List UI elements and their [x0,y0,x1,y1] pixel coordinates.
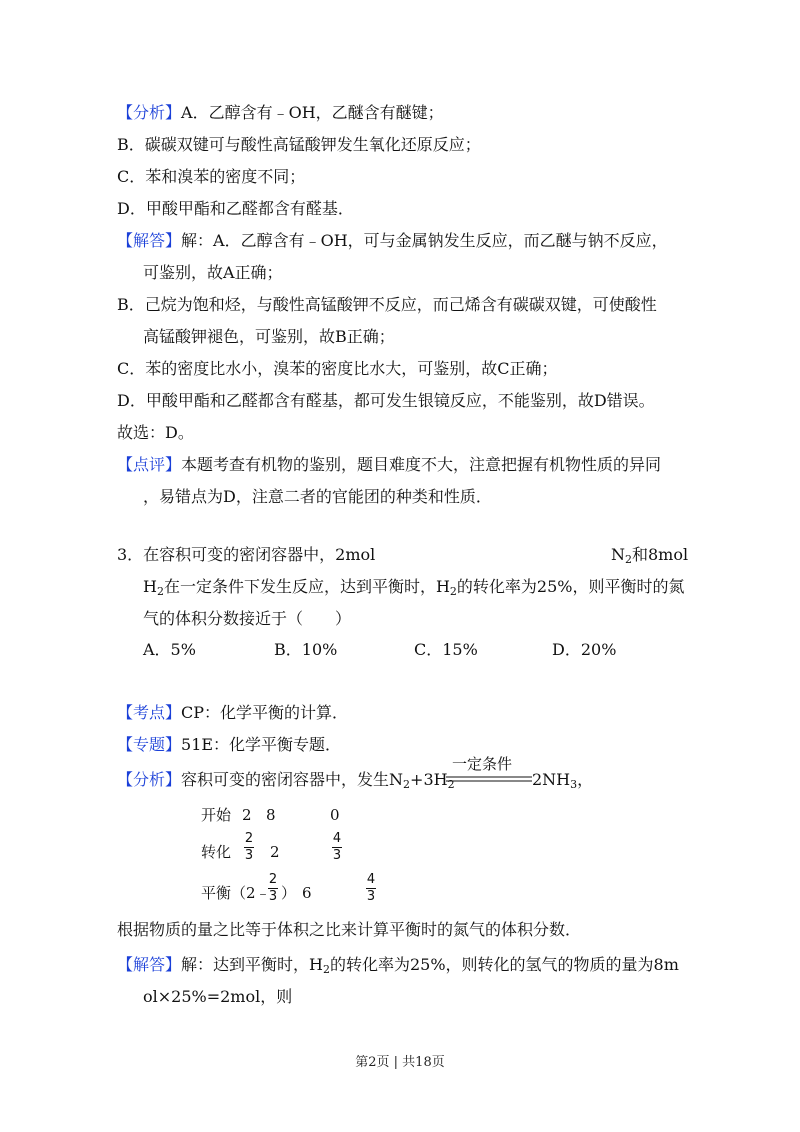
choose-line: 故选：D。 [117,423,194,442]
reaction-condition: 一定条件 [452,755,513,773]
q3-answer-sub: 2 [322,963,330,976]
eq-open: （2﹣ [231,884,271,902]
answer-tag: 【解答】 [117,231,182,250]
n2-subscript: 2 [625,553,632,566]
answer-a-line [117,231,668,251]
q3-stem-line-1: 3．在容积可变的密闭容器中，2mol [117,545,376,564]
frac-den: 3 [332,848,342,863]
nh3-subscript: 3 [570,778,578,791]
q3-stem-line-1-right [611,545,688,565]
answer-b-line: B．己烷为饱和烃，与酸性高锰酸钾不反应，而己烯含有碳碳双键，可使酸性 [117,295,657,314]
comment-line [117,455,661,475]
frac-den: 3 [366,889,376,904]
frac-den: 3 [244,848,254,863]
page-footer: 第2页 | 共18页 [355,1055,445,1070]
option-b: B．10% [274,640,338,659]
analysis-b-line: B．碳碳双键可与酸性高锰酸钾发生氧化还原反应； [117,135,481,154]
change-h2: 2 [270,843,280,861]
frac-num: 2 [244,831,254,846]
frac-num: 2 [268,872,278,887]
n2-tail: 和8mol [632,545,689,564]
point-tag: 【考点】 [117,703,182,722]
start-nh3: 0 [330,806,340,824]
q3-stem-line-3: 气的体积分数接近于（ ） [143,609,352,628]
n2-symbol: N [611,545,625,564]
eq-mid: +3H [410,770,448,789]
q3-analysis-text: 容积可变的密闭容器中，发生N [181,770,404,789]
topic-line [117,735,341,755]
change-nh3-fraction [332,832,342,863]
q3-answer-tail: 的转化率为25%，则转化的氢气的物质的量为8m [329,955,679,974]
answer-a-text: 解：A．乙醇含有﹣OH，可与金属钠发生反应，而乙醚与钠不反应， [181,231,668,250]
answer-a-line-2: 可鉴别，故A正确； [143,263,283,282]
frac-den: 3 [268,889,278,904]
eq-end: ， [577,770,594,789]
q3-stem-line-2 [143,577,685,597]
topic-text: 51E：化学平衡专题． [181,735,342,754]
q3-analysis-tag: 【分析】 [117,770,182,789]
comment-line-2: ，易错点为D，注意二者的官能团的种类和性质． [143,487,492,506]
point-line [117,703,348,723]
q3-answer-tag: 【解答】 [117,955,182,974]
option-c: C．15% [414,640,478,659]
nh3-symbol: 2NH [532,770,571,789]
q3-answer-pre: 解：达到平衡时，H [181,955,323,974]
h2-subscript-2: 2 [449,585,457,598]
analysis-a-line [117,103,444,123]
frac-num: 4 [366,872,376,887]
h2-subscript: 2 [156,585,164,598]
eq-product [532,770,593,790]
option-d: D．20% [552,640,617,659]
start-n2: 2 [242,806,252,824]
row-start-label: 开始 [201,806,232,824]
start-h2: 8 [266,806,276,824]
row-eq-text: 平衡 [201,884,232,902]
eq-sub-1: 2 [403,778,411,791]
conclusion-line: 根据物质的量之比等于体积之比来计算平衡时的氮气的体积分数． [117,920,582,939]
eq-nh3-fraction [366,873,376,904]
row-change-label: 转化 [201,843,232,861]
q3-answer-line [117,955,679,975]
stem2-tail: 的转化率为25%，则平衡时的氮 [456,577,685,596]
topic-tag: 【专题】 [117,735,182,754]
analysis-a-text: A．乙醇含有﹣OH，乙醚含有醚键； [181,103,444,122]
comment-text: 本题考查有机物的鉴别，题目难度不大，注意把握有机物性质的异同 [181,455,662,474]
analysis-d-line: D．甲酸甲酯和乙醛都含有醛基． [117,199,354,218]
answer-b-line-2: 高锰酸钾褪色，可鉴别，故B正确； [143,327,395,346]
equilibrium-arrow-icon [446,776,532,782]
change-n2-fraction [244,832,254,863]
comment-tag: 【点评】 [117,455,182,474]
row-eq-label [201,883,271,903]
eq-close: ） [281,884,297,902]
answer-c-line: C．苯的密度比水小，溴苯的密度比水大，可鉴别，故C正确； [117,359,558,378]
eq-n2-fraction [268,873,278,904]
q3-analysis-line [117,770,455,790]
point-text: CP：化学平衡的计算． [181,703,349,722]
stem2-mid: 在一定条件下发生反应，达到平衡时，H [163,577,450,596]
analysis-tag: 【分析】 [117,103,182,122]
option-a: A．5% [143,640,196,659]
analysis-c-line: C．苯和溴苯的密度不同； [117,167,306,186]
q3-answer-line-2: ol×25%=2mol，则 [143,987,293,1006]
frac-num: 4 [332,831,342,846]
h2-symbol: H [143,577,157,596]
eq-h2: 6 [302,884,312,902]
answer-d-line: D．甲酸甲酯和乙醛都含有醛基，都可发生银镜反应，不能鉴别，故D错误。 [117,391,655,410]
eq-sub-2: 2 [447,778,455,791]
